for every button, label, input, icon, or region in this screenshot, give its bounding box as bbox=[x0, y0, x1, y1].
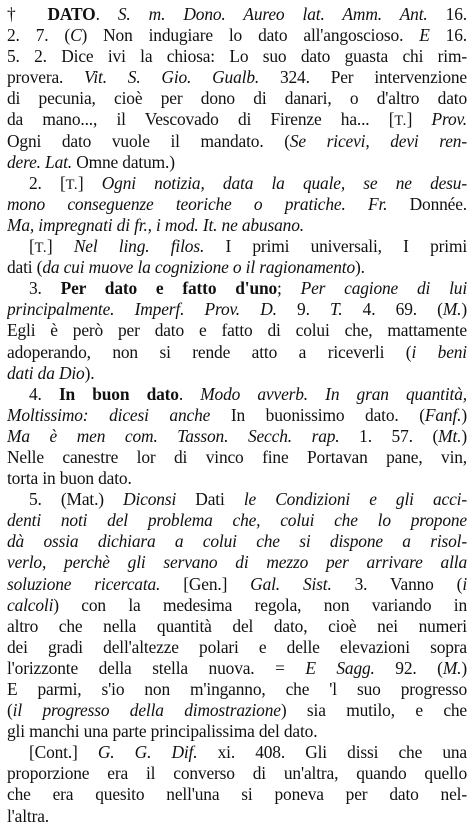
text-segment: ; bbox=[277, 278, 301, 299]
text-line bbox=[7, 215, 467, 236]
text-segment: 5. (Mat.) bbox=[29, 489, 124, 510]
text-segment: 3. Vanno ( bbox=[331, 573, 463, 594]
text-segment: M. bbox=[442, 299, 462, 320]
text-segment: ) bbox=[461, 657, 467, 678]
text-line bbox=[7, 88, 467, 109]
text-segment: i bbox=[462, 573, 467, 594]
text-segment: ( bbox=[7, 700, 13, 721]
text-line bbox=[7, 784, 467, 805]
text-line bbox=[7, 131, 467, 152]
text-line bbox=[7, 552, 467, 573]
text-segment: dere. Lat. bbox=[7, 151, 72, 172]
text-segment: 4. 69. ( bbox=[342, 299, 443, 320]
text-line bbox=[7, 447, 467, 468]
text-segment: dà ossia dichiara a colui che si dispone a risol- bbox=[7, 531, 467, 552]
text-line bbox=[7, 67, 467, 88]
text-line bbox=[7, 4, 467, 25]
text-segment: da mano..., il Vescovado di Firenze ha... [ bbox=[7, 109, 395, 130]
text-line bbox=[7, 342, 467, 363]
text-segment: I primi universali, I primi bbox=[204, 236, 467, 257]
text-segment: dati da Dio bbox=[7, 362, 85, 383]
text-segment: da cui muove la cognizione o il ragionamento bbox=[42, 257, 355, 278]
text-line bbox=[7, 595, 467, 616]
text-segment: soluzione ricercata. bbox=[7, 573, 161, 594]
text-segment: 5. 2. Dice ivi la chiosa: Lo suo dato guasta chi rim- bbox=[7, 46, 467, 67]
text-segment: l'altra. bbox=[7, 805, 50, 826]
text-segment: Egli è però per dato e fatto di colui che, mattamente bbox=[7, 320, 467, 341]
text-segment: 3. bbox=[29, 278, 61, 299]
text-segment: E Sagg. bbox=[305, 657, 375, 678]
text-segment: T. bbox=[34, 240, 47, 257]
text-segment: che era quesito nell'una si poneva per dato nel- bbox=[7, 784, 467, 805]
text-segment: Fanf. bbox=[424, 404, 462, 425]
text-segment: gli manchi una parte principalissima del dato. bbox=[7, 721, 318, 742]
text-segment: 1. 57. ( bbox=[339, 425, 439, 446]
text-segment: [Cont.] bbox=[29, 742, 98, 763]
text-line bbox=[7, 742, 467, 763]
text-segment: Diconsi bbox=[123, 489, 177, 510]
text-segment: Mt. bbox=[438, 425, 462, 446]
text-line bbox=[7, 299, 467, 320]
text-line bbox=[7, 384, 467, 405]
text-segment: T. bbox=[394, 113, 407, 130]
text-segment: ) con la medesima regola, non variando in bbox=[53, 594, 467, 615]
text-segment: Vit. S. Gio. Gualb. bbox=[84, 67, 260, 88]
text-segment: 16. bbox=[429, 25, 467, 46]
text-line bbox=[7, 236, 467, 257]
text-line bbox=[7, 173, 467, 194]
text-segment: Omne datum.) bbox=[72, 151, 175, 172]
text-segment: Ogni notizia, data la quale, se ne desu- bbox=[101, 172, 467, 193]
text-line bbox=[7, 637, 467, 658]
text-segment: ] bbox=[406, 109, 432, 130]
text-line bbox=[7, 531, 467, 552]
headword: In buon dato bbox=[58, 383, 179, 404]
text-segment: le Condizioni e gli acci- bbox=[243, 489, 467, 510]
text-segment: i beni bbox=[411, 341, 467, 362]
text-segment: Ma è men com. Tasson. Secch. rap. bbox=[7, 425, 340, 446]
text-line bbox=[7, 616, 467, 637]
text-segment: 2. [ bbox=[29, 172, 66, 193]
text-segment: Ogni dato vuole il mandato. ( bbox=[7, 130, 290, 151]
text-segment: provera. bbox=[7, 67, 85, 88]
text-segment: calcoli bbox=[7, 594, 54, 615]
text-line bbox=[7, 721, 467, 742]
text-segment: ) Non indugiare lo dato all'angoscioso. bbox=[81, 25, 420, 46]
text-segment: Donnée. bbox=[387, 193, 467, 214]
text-line bbox=[7, 574, 467, 595]
text-line bbox=[7, 763, 467, 784]
text-segment: Nel ling. filos. bbox=[73, 236, 205, 257]
text-segment: M. bbox=[442, 657, 462, 678]
text-line bbox=[7, 468, 467, 489]
text-segment: [Gen.] bbox=[160, 573, 251, 594]
text-segment: torta in buon dato. bbox=[7, 468, 132, 489]
text-segment: ) bbox=[461, 404, 467, 425]
text-line bbox=[7, 46, 467, 67]
text-segment: G. G. Dif. bbox=[97, 742, 198, 763]
text-line bbox=[7, 152, 467, 173]
text-segment: † bbox=[7, 4, 48, 24]
text-line bbox=[7, 109, 467, 130]
headword: DATO bbox=[47, 4, 96, 24]
text-line bbox=[7, 489, 467, 510]
text-segment: ) bbox=[461, 425, 467, 446]
text-segment: 4. bbox=[29, 383, 59, 404]
text-segment: denti noti del problema che, colui che lo propone bbox=[7, 510, 467, 531]
text-line bbox=[7, 510, 467, 531]
text-segment: Per cagione di lui bbox=[300, 278, 467, 299]
text-segment: ) sia mutilo, e che bbox=[280, 700, 467, 721]
text-line bbox=[7, 363, 467, 384]
text-line bbox=[7, 25, 467, 46]
text-segment: T. bbox=[330, 299, 343, 320]
text-segment: ] bbox=[46, 236, 74, 257]
text-segment: xi. 408. Gli dissi che una bbox=[197, 742, 467, 763]
text-segment: principalmente. Imperf. Prov. D. bbox=[7, 299, 277, 320]
text-segment: Ma, impregnati di fr., i mod. It. ne abusano. bbox=[7, 214, 304, 235]
text-segment: verlo, perchè gli servano di mezzo per arrivare alla bbox=[7, 552, 467, 573]
text-segment: 324. Per intervenzione bbox=[259, 67, 467, 88]
text-segment: Dati bbox=[176, 489, 244, 510]
text-segment: 2. 7. ( bbox=[7, 25, 71, 46]
text-segment: Prov. bbox=[431, 109, 467, 130]
text-line bbox=[7, 426, 467, 447]
text-segment: 16. bbox=[427, 4, 467, 24]
text-segment: Moltissimo: dicesi anche bbox=[7, 404, 211, 425]
text-segment: ). bbox=[84, 362, 95, 383]
text-segment: . bbox=[95, 4, 118, 24]
text-segment: T. bbox=[65, 176, 78, 193]
text-segment: E parmi, s'io non m'inganno, che 'l suo progresso bbox=[7, 679, 467, 699]
text-segment: 9. bbox=[276, 299, 331, 320]
text-line bbox=[7, 405, 467, 426]
text-segment: 92. ( bbox=[374, 657, 443, 678]
text-line bbox=[7, 700, 467, 721]
text-line bbox=[7, 194, 467, 215]
text-segment: Nelle canestre lor di vinco fine Portavan pane, vin, bbox=[7, 446, 467, 467]
text-segment: [ bbox=[29, 236, 35, 257]
text-line bbox=[7, 679, 467, 700]
text-segment: adoperando, non si rende atto a riceverli ( bbox=[7, 341, 412, 362]
text-segment: l'orizzonte della stella nuova. = bbox=[7, 657, 306, 678]
text-line bbox=[7, 257, 467, 278]
text-line bbox=[7, 278, 467, 299]
text-line bbox=[7, 806, 467, 827]
text-segment: il progresso della dimostrazione bbox=[12, 700, 281, 721]
text-segment: C bbox=[70, 25, 82, 46]
text-segment: Se ricevi, devi ren- bbox=[289, 130, 467, 151]
text-segment: dei gradi dell'altezze polari e delle elevazioni sopra bbox=[7, 636, 467, 657]
text-segment: S. m. Dono. Aureo lat. Amm. Ant. bbox=[117, 4, 428, 24]
text-segment: mono conseguenze teoriche o pratiche. Fr. bbox=[7, 193, 388, 214]
text-segment: ] bbox=[77, 172, 102, 193]
text-segment: ). bbox=[355, 257, 365, 278]
text-segment: . bbox=[178, 383, 201, 404]
text-segment: In buonissimo dato. ( bbox=[210, 404, 425, 425]
text-segment: ) bbox=[461, 299, 467, 320]
headword: Per dato e fatto d'uno bbox=[60, 278, 278, 299]
text-line bbox=[7, 320, 467, 341]
text-segment: di pecunia, cioè per dono di danari, o d'altro dato bbox=[7, 88, 467, 109]
text-segment: E bbox=[419, 25, 430, 46]
text-segment: Gal. Sist. bbox=[250, 573, 332, 594]
text-segment: Modo avverb. In gran quantità, bbox=[200, 383, 467, 404]
text-segment: proporzione era il converso di un'altra, quando quello bbox=[7, 763, 467, 784]
text-segment: altro che nella quantità del dato, cioè nei numeri bbox=[7, 615, 467, 636]
text-segment: dati ( bbox=[7, 257, 43, 278]
text-line bbox=[7, 658, 467, 679]
